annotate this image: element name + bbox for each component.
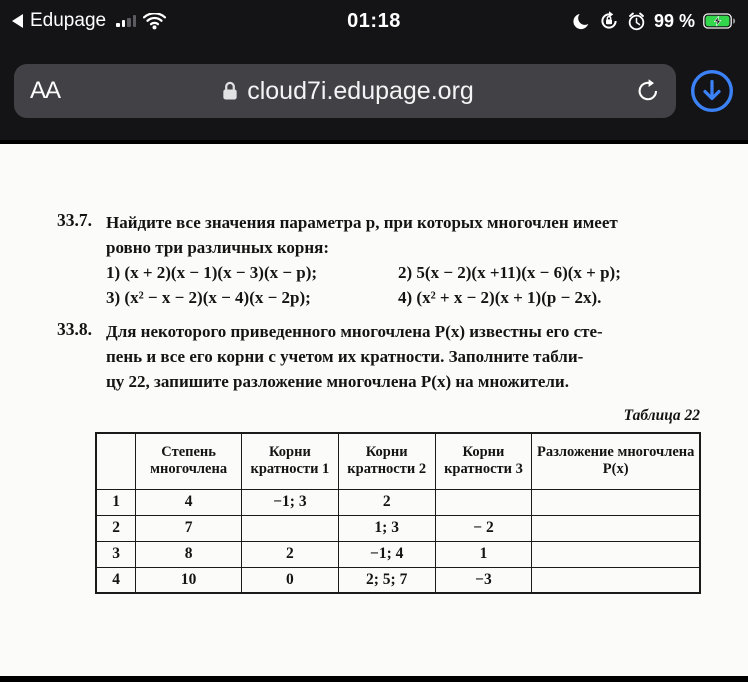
problem-body [106, 319, 700, 394]
back-icon[interactable] [12, 14, 23, 28]
battery-percent: 99 % [653, 10, 695, 31]
cell-roots-1: 0 [242, 567, 339, 593]
problem-number: 33.8. [57, 319, 92, 339]
focus-moon-icon [572, 12, 591, 31]
polynomial-item: 2) 5(x − 2)(x +11)(x − 6)(x + p); [398, 263, 621, 282]
url-group [60, 77, 636, 106]
table-caption: Таблица 22 [623, 407, 700, 424]
polynomial-items [106, 260, 700, 310]
address-bar[interactable] [14, 64, 676, 118]
page-content [0, 144, 748, 676]
wifi-icon [143, 13, 166, 30]
cell-degree: 4 [136, 489, 242, 515]
status-left-cluster [12, 10, 166, 32]
column-header: Разложение многочлена P(x) [532, 433, 700, 489]
home-indicator-bar [0, 676, 748, 682]
cell-roots-3: −3 [435, 567, 532, 593]
cell-roots-3: − 2 [435, 515, 532, 541]
column-header [96, 433, 136, 489]
polynomial-item: 1) (x + 2)(x − 1)(x − 3)(x − p); [106, 263, 318, 282]
column-header: Корни кратности 3 [435, 433, 532, 489]
carrier-label[interactable]: Edupage [30, 10, 107, 31]
status-bar [0, 0, 748, 42]
row-index: 3 [96, 541, 136, 567]
text-size-button[interactable]: AA [30, 77, 61, 104]
problem-number: 33.7. [57, 210, 92, 230]
polynomial-item: 4) (x² + x − 2)(x + 1)(p − 2x). [398, 288, 602, 307]
table-row [96, 489, 700, 515]
problem-33-8 [57, 319, 700, 394]
lock-icon [222, 81, 238, 101]
problem-body [106, 210, 700, 310]
row-index: 1 [96, 489, 136, 515]
cell-degree: 7 [136, 515, 242, 541]
cell-roots-1 [242, 515, 339, 541]
cell-degree: 8 [136, 541, 242, 567]
reload-button[interactable] [636, 78, 660, 104]
problem-33-7 [57, 210, 700, 310]
cell-factorization [532, 567, 700, 593]
problem-text-line: ровно три различных корня: [106, 238, 330, 257]
cell-factorization [532, 541, 700, 567]
table-row [96, 515, 700, 541]
problem-text-line: Для некоторого приведенного многочлена P(x) известны его сте- [106, 322, 603, 341]
problem-text-line: цу 22, запишите разложение многочлена P(x) на множители. [106, 372, 569, 391]
cell-roots-2: 2 [338, 489, 435, 515]
cell-roots-1: −1; 3 [242, 489, 339, 515]
table-row [96, 567, 700, 593]
row-index: 4 [96, 567, 136, 593]
column-header: Степень многочлена [136, 433, 242, 489]
table-row [96, 541, 700, 567]
polynomial-item: 3) (x² − x − 2)(x − 4)(x − 2p); [106, 288, 311, 307]
row-index: 2 [96, 515, 136, 541]
download-button[interactable] [690, 69, 734, 113]
cell-roots-2: 2; 5; 7 [338, 567, 435, 593]
clock: 01:18 [347, 9, 401, 32]
cell-degree: 10 [136, 567, 242, 593]
problem-text-line: пень и все его корни с учетом их кратности. Заполните табли- [106, 347, 584, 366]
table-header-row [96, 433, 700, 489]
cell-roots-1: 2 [242, 541, 339, 567]
cell-factorization [532, 515, 700, 541]
download-arrow-icon [690, 69, 734, 113]
problem-text-line: Найдите все значения параметра p, при которых многочлен имеет [106, 213, 618, 232]
cell-roots-2: −1; 4 [338, 541, 435, 567]
column-header: Корни кратности 2 [338, 433, 435, 489]
cellular-signal-icon [116, 15, 136, 27]
rotation-lock-icon [599, 11, 619, 31]
browser-toolbar [0, 42, 748, 142]
cell-roots-2: 1; 3 [338, 515, 435, 541]
battery-icon [703, 13, 736, 29]
cell-roots-3: 1 [435, 541, 532, 567]
status-right-cluster [572, 11, 736, 32]
table-22 [95, 432, 701, 594]
alarm-icon [627, 12, 646, 31]
column-header: Корни кратности 1 [242, 433, 339, 489]
url-text: cloud7i.edupage.org [247, 76, 474, 105]
cell-factorization [532, 489, 700, 515]
cell-roots-3 [435, 489, 532, 515]
